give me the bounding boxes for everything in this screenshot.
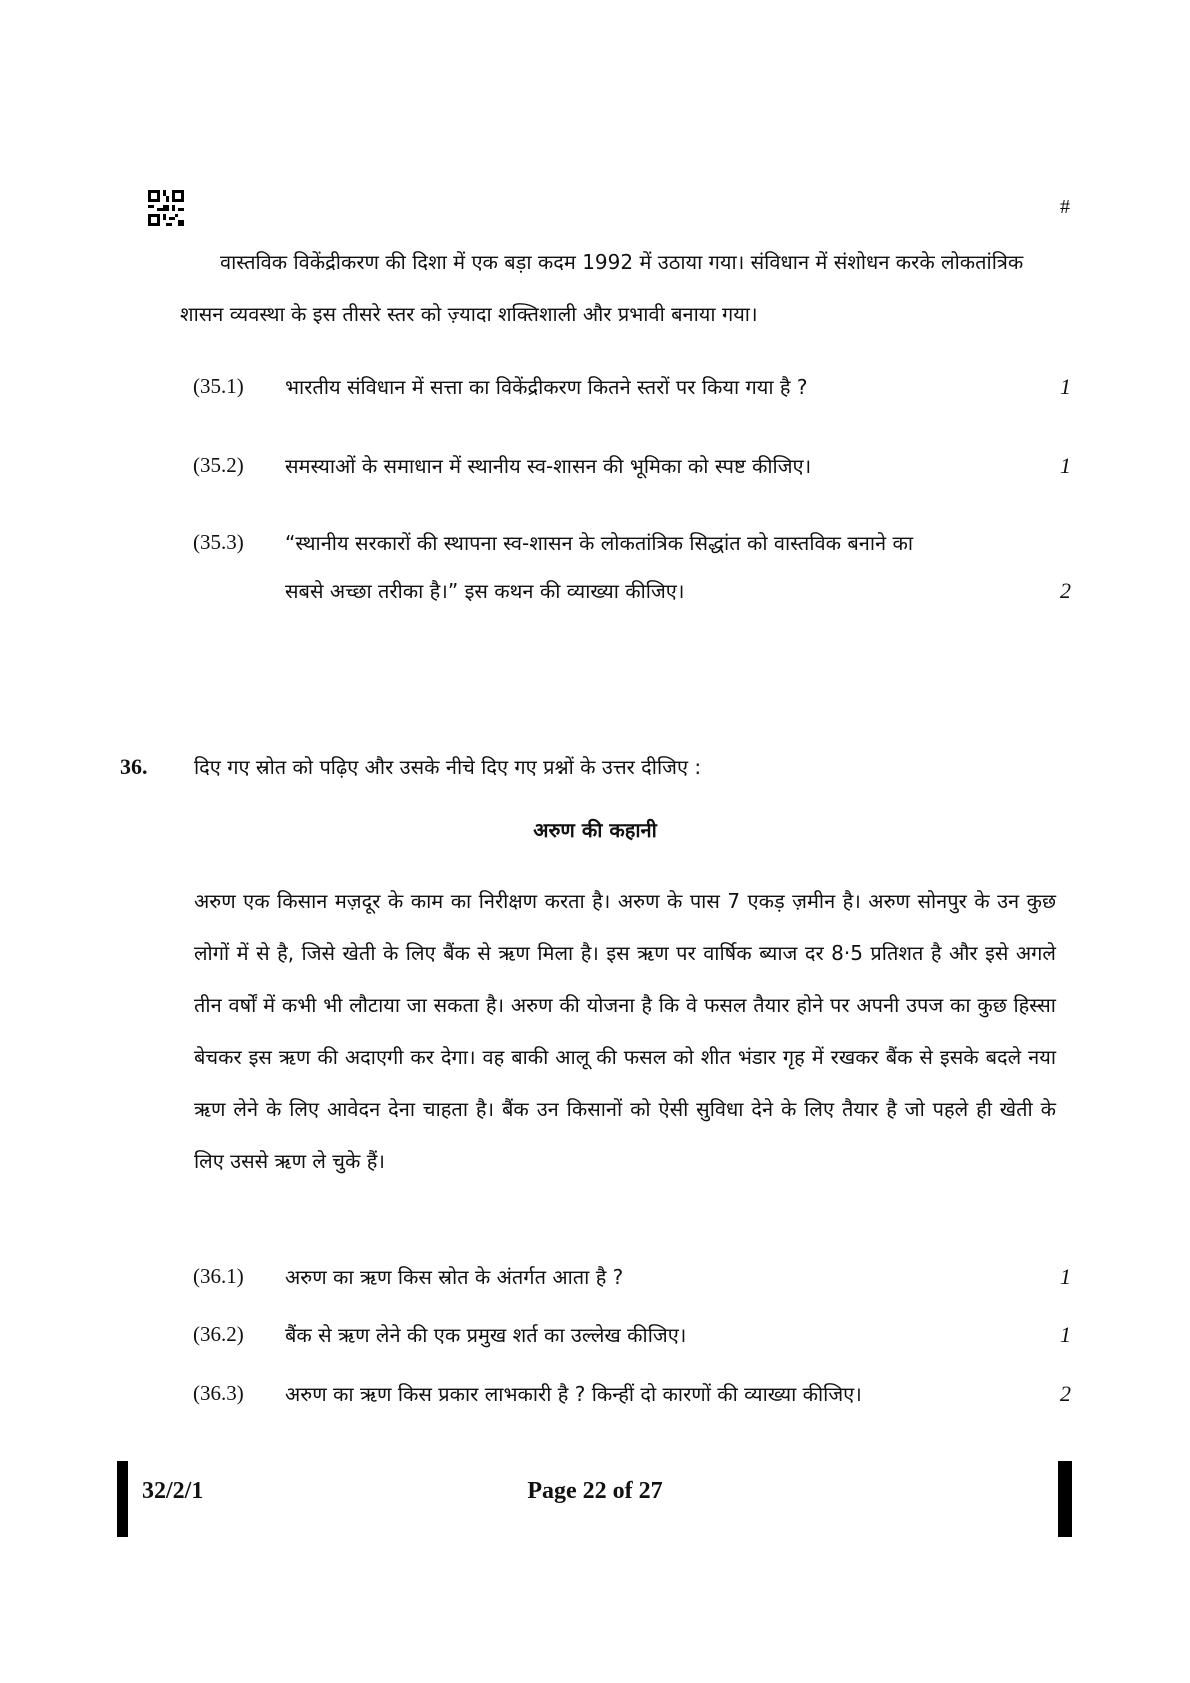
subquestion-text: बैंक से ऋण लेने की एक प्रमुख शर्त का उल्लेख कीजिए।	[285, 1323, 687, 1347]
paper-code: 32/2/1	[142, 1478, 204, 1504]
subquestion-number: (36.3)	[193, 1381, 244, 1405]
subquestion-text: भारतीय संविधान में सत्ता का विकेंद्रीकरण कितने स्तरों पर किया गया है ?	[285, 375, 808, 399]
subquestion-number: (35.2)	[193, 453, 244, 477]
subquestion-number: (35.3)	[193, 530, 244, 554]
question-number: 36.	[120, 754, 148, 779]
subquestion-number: (36.2)	[193, 1322, 244, 1346]
subquestion-number: (35.1)	[193, 374, 244, 398]
story-title: अरुण की कहानी	[533, 818, 657, 842]
qr-code-icon	[148, 190, 184, 226]
subquestion-text: अरुण का ऋण किस स्रोत के अंतर्गत आता है ?	[285, 1265, 624, 1289]
marks: 1	[1060, 1322, 1071, 1347]
subquestion-text: सबसे अच्छा तरीका है।” इस कथन की व्याख्या कीजिए।	[285, 579, 685, 603]
question-instruction: दिए गए स्रोत को पढ़िए और उसके नीचे दिए गए प्रश्नों के उत्तर दीजिए :	[194, 755, 702, 779]
page-number: Page 22 of 27	[527, 1478, 663, 1504]
marks: 1	[1060, 453, 1071, 478]
marks: 2	[1060, 578, 1071, 603]
marks: 1	[1060, 374, 1071, 399]
subquestion-text: “स्थानीय सरकारों की स्थापना स्व-शासन के लोकतांत्रिक सिद्धांत को वास्तविक बनाने का	[285, 531, 914, 555]
subquestion-text: समस्याओं के समाधान में स्थानीय स्व-शासन की भूमिका को स्पष्ट कीजिए।	[285, 454, 812, 478]
intro-paragraph: वास्तविक विकेंद्रीकरण की दिशा में एक बड़ा कदम 1992 में उठाया गया। संविधान में संशोधन करके लोकतांत्रिक शासन व्यवस्था के इस तीसरे स्तर को ज़्यादा शक्तिशाली और प्रभावी बनाया गया।	[180, 250, 1024, 326]
marks: 2	[1060, 1381, 1071, 1406]
marks: 1	[1060, 1264, 1071, 1289]
source-passage: अरुण एक किसान मज़दूर के काम का निरीक्षण करता है। अरुण के पास 7 एकड़ ज़मीन है। अरुण सोनपुर के उन कुछ लोगों में से है, जिसे खेती के लिए बैंक से ऋण मिला है। इस ऋण पर वार्षिक ब्याज दर 8·5 प्रतिशत है और इसे अगले तीन वर्षों में कभी भी लौटाया जा सकता है। अरुण की योजना है कि वे फसल तैयार होने पर अपनी उपज का कुछ हिस्सा बेचकर इस ऋण की अदाएगी कर देगा। वह बाकी आलू की फसल को शीत भंडार गृह में रखकर बैंक से इसके बदले नया ऋण लेने के लिए आवेदन देना चाहता है। बैंक उन किसानों को ऐसी सुविधा देने के लिए तैयार है जो पहले ही खेती के लिए उससे ऋण ले चुके हैं।	[194, 889, 1056, 1173]
subquestion-number: (36.1)	[193, 1264, 244, 1288]
footer-right-bar	[1058, 1461, 1072, 1537]
subquestion-text: अरुण का ऋण किस प्रकार लाभकारी है ? किन्हीं दो कारणों की व्याख्या कीजिए।	[285, 1382, 862, 1406]
page-mark: #	[1060, 196, 1070, 218]
